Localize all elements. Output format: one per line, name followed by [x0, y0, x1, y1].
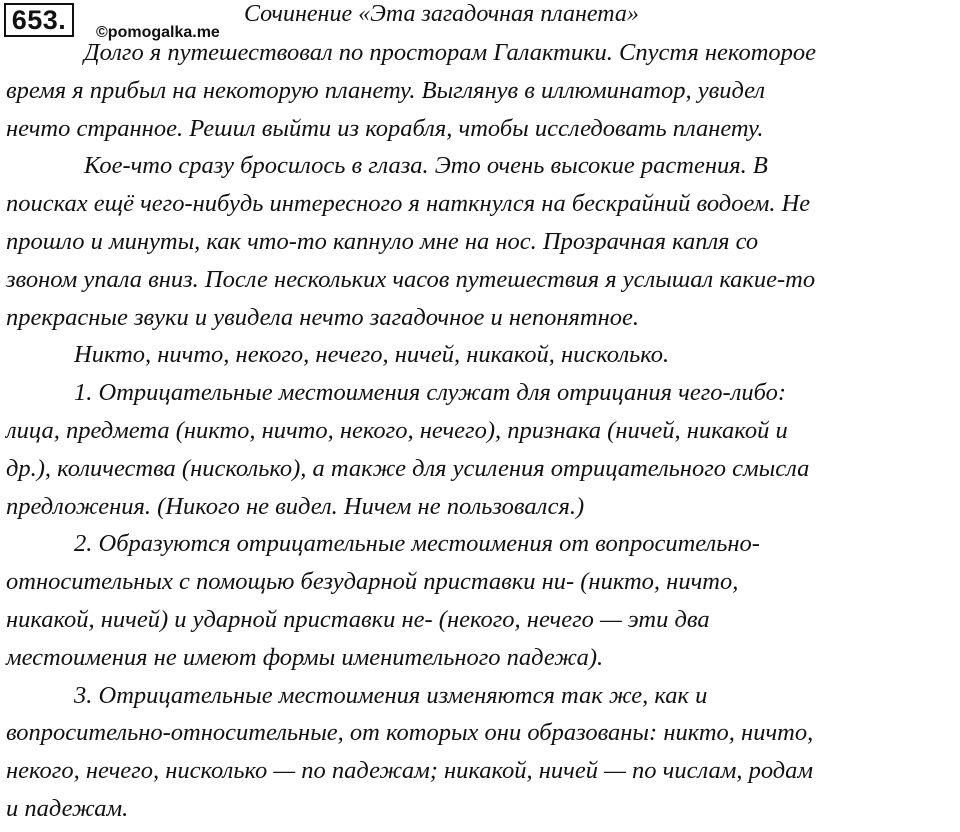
- text-line: нечто странное. Решил выйти из корабля, чтобы исследовать планету.: [6, 114, 764, 142]
- text-line: время я прибыл на некоторую планету. Выглянув в иллюминатор, увидел: [6, 76, 766, 104]
- text-line: и падежам.: [6, 794, 129, 822]
- text-line: относительных с помощью безударной приставки ни- (никто, ничто,: [6, 568, 739, 596]
- body-text: [6, 38, 958, 832]
- text-line: прекрасные звуки и увидела нечто загадочное и непонятное.: [6, 303, 640, 331]
- text-line: Кое-что сразу бросилось в глаза. Это очень высокие растения. В: [84, 152, 768, 180]
- text-line: вопросительно-относительные, от которых они образованы: никто, ничто,: [6, 719, 814, 747]
- text-line: поисках ещё чего-нибудь интересного я наткнулся на бескрайний водоем. Не: [6, 190, 811, 218]
- text-line: некого, нечего, нисколько — по падежам; никакой, ничей — по числам, родам: [6, 757, 814, 785]
- text-line: звоном упала вниз. После нескольких часов путешествия я услышал какие-то: [6, 265, 816, 293]
- text-line: местоимения не имеют формы именительного падежа).: [6, 643, 604, 671]
- text-line: предложения. (Никого не видел. Ничем не пользовался.): [6, 492, 585, 520]
- task-number-box: 653.: [4, 3, 74, 37]
- text-line: прошло и минуты, как что-то капнуло мне на нос. Прозрачная капля со: [6, 227, 759, 255]
- essay-title: Сочинение «Эта загадочная планета»: [244, 1, 639, 27]
- text-line: др.), количества (нисколько), а также для усиления отрицательного смысла: [6, 454, 810, 482]
- text-line: Никто, ничто, некого, нечего, ничей, никакой, нисколько.: [74, 341, 670, 369]
- text-line: никакой, ничей) и ударной приставки не- (некого, нечего — эти два: [6, 605, 710, 633]
- text-line: Долго я путешествовал по просторам Галактики. Спустя некоторое: [84, 39, 817, 66]
- text-line: 2. Образуются отрицательные местоимения от вопросительно-: [74, 530, 760, 558]
- text-line: 3. Отрицательные местоимения изменяются так же, как и: [74, 681, 708, 709]
- watermark-text: ©pomogalka.me: [96, 24, 220, 41]
- text-line: лица, предмета (никто, ничто, некого, нечего), признака (ничей, никакой и: [6, 416, 788, 444]
- text-line: 1. Отрицательные местоимения служат для отрицания чего-либо:: [74, 379, 787, 407]
